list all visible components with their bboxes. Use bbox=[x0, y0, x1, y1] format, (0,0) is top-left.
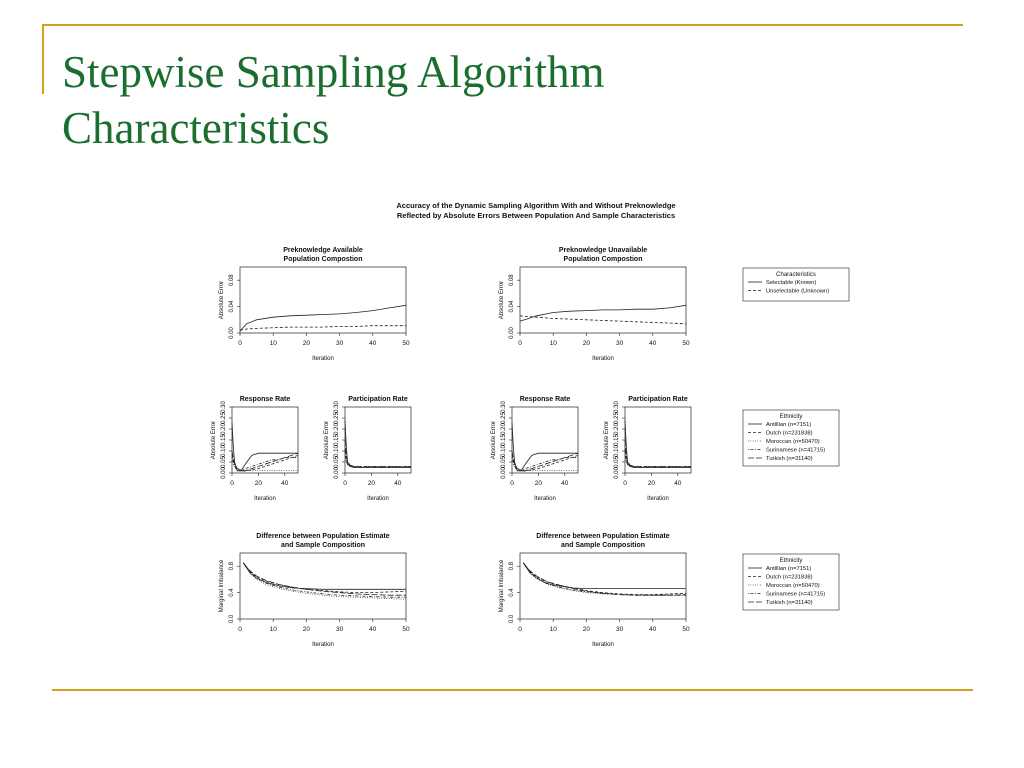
y-tick-label: 0.08 bbox=[229, 274, 235, 287]
chart-title: Difference between Population Estimate bbox=[256, 533, 390, 540]
y-tick-label: 0.10 bbox=[614, 445, 620, 457]
y-tick-label: 0.20 bbox=[614, 423, 620, 435]
x-tick-label: 50 bbox=[682, 340, 690, 347]
series-line-1 bbox=[232, 422, 298, 470]
slide-title-line-2: Characteristics bbox=[62, 103, 330, 153]
series-line-4 bbox=[232, 458, 298, 471]
y-tick-label: 0.00 bbox=[501, 467, 507, 479]
y-tick-label: 0.25 bbox=[334, 412, 340, 424]
series-line-3 bbox=[523, 563, 686, 595]
x-tick-label: 0 bbox=[510, 480, 514, 487]
chart-title: Participation Rate bbox=[348, 396, 408, 403]
chart-title: Response Rate bbox=[519, 396, 571, 403]
plot-frame bbox=[520, 553, 686, 619]
x-tick-label: 0 bbox=[343, 480, 347, 487]
chart-panel-4 bbox=[324, 396, 411, 502]
series-line-5 bbox=[523, 563, 686, 595]
plot-frame bbox=[240, 267, 406, 333]
figure-title-line-2: Reflected by Absolute Errors Between Population And Sample Characteristics bbox=[396, 211, 676, 220]
series-line-2 bbox=[240, 326, 406, 331]
left-rule bbox=[42, 24, 44, 94]
legend-label: Antillian (n=7151) bbox=[766, 566, 812, 572]
y-tick-label: 0.15 bbox=[221, 434, 227, 446]
chart-title: and Sample Composition bbox=[280, 542, 366, 549]
series-line-3 bbox=[625, 455, 691, 466]
y-axis-label: Absolute Error bbox=[211, 420, 217, 460]
legend-label: Selectable (Known) bbox=[766, 280, 817, 286]
legend-label: Surinamese (n=41715) bbox=[766, 447, 826, 454]
chart-panel-3 bbox=[211, 396, 298, 502]
y-tick-label: 0.00 bbox=[334, 467, 340, 479]
slide-title bbox=[62, 44, 605, 156]
slide-title-line-1: Stepwise Sampling Algorithm bbox=[62, 47, 605, 97]
x-tick-label: 10 bbox=[549, 340, 557, 347]
chart-title: Response Rate bbox=[239, 396, 291, 403]
x-tick-label: 20 bbox=[582, 340, 591, 347]
series-line-4 bbox=[512, 458, 578, 471]
x-tick-label: 40 bbox=[281, 480, 289, 487]
series-line-3 bbox=[243, 563, 406, 599]
series-line-1 bbox=[240, 305, 406, 331]
legend-title: Ethnicity bbox=[779, 558, 803, 564]
x-axis-label: Iteration bbox=[592, 642, 614, 648]
series-line-5 bbox=[512, 451, 578, 471]
x-tick-label: 30 bbox=[615, 626, 624, 633]
series-line-4 bbox=[345, 447, 411, 468]
y-tick-label: 0.4 bbox=[229, 588, 235, 597]
x-tick-label: 10 bbox=[269, 626, 277, 633]
x-tick-label: 30 bbox=[335, 340, 344, 347]
y-tick-label: 0.15 bbox=[334, 434, 340, 446]
x-tick-label: 20 bbox=[254, 480, 263, 487]
series-line-2 bbox=[243, 563, 406, 593]
series-line-5 bbox=[243, 563, 406, 595]
legend-title: Ethnicity bbox=[779, 414, 803, 420]
y-tick-label: 0.30 bbox=[501, 401, 507, 413]
x-tick-label: 0 bbox=[623, 480, 627, 487]
legend-label: Dutch (n=231838) bbox=[766, 574, 813, 581]
top-rule bbox=[42, 24, 963, 26]
x-axis-label: Iteration bbox=[534, 496, 556, 502]
series-line-3 bbox=[345, 455, 411, 466]
y-axis-label: Absolute Error bbox=[324, 420, 330, 460]
y-tick-label: 0.0 bbox=[229, 614, 235, 624]
plot-frame bbox=[625, 407, 691, 473]
x-tick-label: 0 bbox=[238, 626, 242, 633]
x-axis-label: Iteration bbox=[254, 496, 276, 502]
y-tick-label: 0.05 bbox=[221, 456, 227, 468]
chart-panel-2 bbox=[499, 247, 690, 362]
chart-panel-6 bbox=[604, 396, 691, 502]
chart-panel-1 bbox=[219, 247, 410, 362]
y-tick-label: 0.10 bbox=[334, 445, 340, 457]
y-axis-label: Absolute Error bbox=[499, 280, 505, 320]
series-line-1 bbox=[520, 305, 686, 321]
y-tick-label: 0.20 bbox=[334, 423, 340, 435]
x-tick-label: 50 bbox=[402, 340, 410, 347]
y-tick-label: 0.10 bbox=[221, 445, 227, 457]
y-tick-label: 0.10 bbox=[501, 445, 507, 457]
x-tick-label: 40 bbox=[369, 340, 377, 347]
x-tick-label: 40 bbox=[561, 480, 569, 487]
y-tick-label: 0.20 bbox=[221, 423, 227, 435]
plot-frame bbox=[232, 407, 298, 473]
y-tick-label: 0.20 bbox=[501, 423, 507, 435]
y-tick-label: 0.00 bbox=[221, 467, 227, 479]
x-tick-label: 20 bbox=[534, 480, 543, 487]
series-line-2 bbox=[625, 451, 691, 466]
y-axis-label: Absolute Error bbox=[604, 420, 610, 460]
x-tick-label: 20 bbox=[367, 480, 376, 487]
series-line-2 bbox=[523, 563, 686, 595]
series-line-4 bbox=[625, 447, 691, 468]
x-tick-label: 40 bbox=[674, 480, 682, 487]
legend-2 bbox=[743, 410, 839, 466]
x-tick-label: 40 bbox=[369, 626, 377, 633]
x-tick-label: 0 bbox=[518, 340, 522, 347]
x-axis-label: Iteration bbox=[592, 356, 614, 362]
y-tick-label: 0.4 bbox=[509, 588, 515, 597]
legend-label: Turkish (n=31140) bbox=[766, 600, 813, 606]
legend-label: Turkish (n=31140) bbox=[766, 456, 813, 462]
chart-panel-8 bbox=[499, 533, 690, 648]
y-tick-label: 0.00 bbox=[229, 327, 235, 339]
x-axis-label: Iteration bbox=[647, 496, 669, 502]
plot-frame bbox=[512, 407, 578, 473]
plot-frame bbox=[240, 553, 406, 619]
y-axis-label: Marginal Imbalance bbox=[499, 559, 505, 613]
y-tick-label: 0.25 bbox=[221, 412, 227, 424]
y-tick-label: 0.30 bbox=[614, 401, 620, 413]
chart-title: and Sample Composition bbox=[560, 542, 646, 549]
x-tick-label: 40 bbox=[649, 626, 657, 633]
series-line-2 bbox=[345, 451, 411, 466]
x-tick-label: 20 bbox=[647, 480, 656, 487]
x-tick-label: 40 bbox=[394, 480, 402, 487]
legend-label: Unselectable (Unknown) bbox=[766, 288, 830, 295]
panels bbox=[211, 247, 691, 648]
x-axis-label: Iteration bbox=[312, 642, 334, 648]
y-tick-label: 0.05 bbox=[334, 456, 340, 468]
chart-title: Population Compostion bbox=[283, 256, 363, 263]
y-tick-label: 0.25 bbox=[501, 412, 507, 424]
y-axis-label: Absolute Error bbox=[219, 280, 225, 320]
y-axis-label: Absolute Error bbox=[491, 420, 497, 460]
y-tick-label: 0.05 bbox=[501, 456, 507, 468]
y-tick-label: 0.15 bbox=[614, 434, 620, 446]
x-axis-label: Iteration bbox=[312, 356, 334, 362]
x-tick-label: 40 bbox=[649, 340, 657, 347]
x-tick-label: 20 bbox=[302, 340, 311, 347]
y-axis-label: Marginal Imbalance bbox=[219, 559, 225, 613]
chart-title: Population Compostion bbox=[563, 256, 643, 263]
x-axis-label: Iteration bbox=[367, 496, 389, 502]
x-tick-label: 30 bbox=[615, 340, 624, 347]
legend-label: Antillian (n=7151) bbox=[766, 422, 812, 428]
legend-label: Moroccan (n=50470) bbox=[766, 583, 820, 589]
y-tick-label: 0.30 bbox=[334, 401, 340, 413]
figure-title-line-1: Accuracy of the Dynamic Sampling Algorithm With and Without Preknowledge bbox=[396, 201, 676, 210]
series-line-5 bbox=[345, 440, 411, 466]
series-line-1 bbox=[345, 420, 411, 467]
chart-title: Preknowledge Available bbox=[283, 247, 363, 254]
x-tick-label: 0 bbox=[518, 626, 522, 633]
x-tick-label: 50 bbox=[402, 626, 410, 633]
legend-label: Surinamese (n=41715) bbox=[766, 591, 826, 598]
series-line-2 bbox=[520, 316, 686, 324]
y-tick-label: 0.04 bbox=[229, 300, 235, 313]
x-tick-label: 10 bbox=[269, 340, 277, 347]
y-tick-label: 0.15 bbox=[501, 434, 507, 446]
x-tick-label: 20 bbox=[302, 626, 311, 633]
legend-title: Characteristics bbox=[776, 272, 816, 278]
chart-panel-5 bbox=[491, 396, 578, 502]
x-tick-label: 0 bbox=[238, 340, 242, 347]
y-tick-label: 0.00 bbox=[614, 467, 620, 479]
series-line-5 bbox=[232, 451, 298, 471]
y-tick-label: 0.8 bbox=[229, 562, 235, 571]
y-tick-label: 0.04 bbox=[509, 300, 515, 313]
series-line-1 bbox=[512, 422, 578, 470]
legends bbox=[743, 268, 849, 610]
legend-3 bbox=[743, 554, 839, 610]
y-tick-label: 0.30 bbox=[221, 401, 227, 413]
series-line-1 bbox=[625, 420, 691, 467]
x-tick-label: 20 bbox=[582, 626, 591, 633]
y-tick-label: 0.08 bbox=[509, 274, 515, 287]
bottom-rule bbox=[52, 689, 973, 691]
chart-title: Difference between Population Estimate bbox=[536, 533, 670, 540]
x-tick-label: 30 bbox=[335, 626, 344, 633]
y-tick-label: 0.8 bbox=[509, 562, 515, 571]
series-line-1 bbox=[523, 563, 686, 589]
figure bbox=[195, 195, 855, 665]
x-tick-label: 50 bbox=[682, 626, 690, 633]
y-tick-label: 0.25 bbox=[614, 412, 620, 424]
y-tick-label: 0.0 bbox=[509, 614, 515, 624]
chart-panel-7 bbox=[219, 533, 410, 648]
x-tick-label: 10 bbox=[549, 626, 557, 633]
legend-label: Moroccan (n=50470) bbox=[766, 439, 820, 445]
series-line-5 bbox=[625, 440, 691, 466]
chart-title: Preknowledge Unavailable bbox=[558, 247, 648, 254]
series-line-4 bbox=[523, 563, 686, 595]
legend-label: Dutch (n=231838) bbox=[766, 430, 813, 437]
plot-frame bbox=[345, 407, 411, 473]
y-tick-label: 0.00 bbox=[509, 327, 515, 339]
legend-1 bbox=[743, 268, 849, 301]
y-tick-label: 0.05 bbox=[614, 456, 620, 468]
x-tick-label: 0 bbox=[230, 480, 234, 487]
chart-title: Participation Rate bbox=[628, 396, 688, 403]
